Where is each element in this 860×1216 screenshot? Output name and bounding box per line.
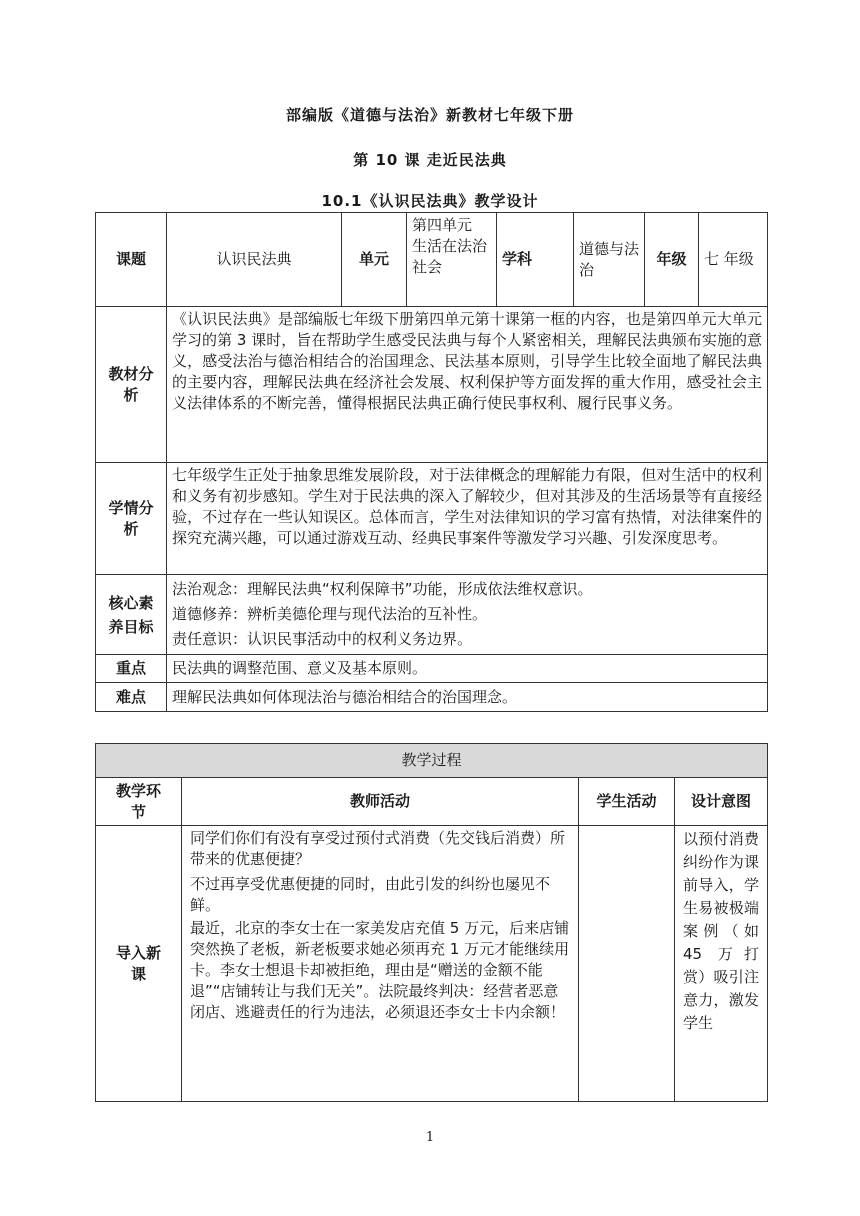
teacher-activity-cell — [182, 826, 579, 1102]
core-goal-item: 法治观念：理解民法典“权利保障书”功能，形成依法维权意识。 — [172, 580, 593, 598]
teacher-header: 教师活动 — [182, 778, 579, 826]
stage-header: 教学环节 — [96, 778, 182, 826]
page-number: 1 — [425, 1130, 435, 1145]
difficult-point-label: 难点 — [96, 683, 167, 712]
grade-label: 年级 — [645, 213, 699, 307]
document-title: 部编版《道德与法治》新教材七年级下册 — [285, 106, 574, 124]
unit-value: 第四单元 生活在法治社会 — [407, 213, 497, 307]
material-text: 《认识民法典》是部编版七年级下册第四单元第十课第一框的内容，也是第四单元大单元学习的第 3 课时，旨在帮助学生感受民法典与每个人紧密相关，理解民法典颁布实施的意义，感受法治与德治相结合的治国理念、民法基本原则，引导学生比较全面地了解民法典的主要内容，理解民法典在经济社会发展、权利保护等方面发挥的重大作用，感受社会主义法律体系的不断完善，懂得根据民法典正确行使民事权利、履行民事义务。 — [167, 307, 768, 463]
topic-value: 认识民法典 — [167, 213, 342, 307]
process-table — [95, 743, 768, 1102]
student-analysis-text: 七年级学生正处于抽象思维发展阶段，对于法律概念的理解能力有限，但对生活中的权利和义务有初步感知。学生对于民法典的深入了解较少，但对其涉及的生活场景等有直接经验，不过存在一些认知误区。总体而言，学生对法律知识的学习富有热情，对法律案件的探究充满兴趣，可以通过游戏互动、经典民事案件等激发学习兴趣、引发深度思考。 — [167, 463, 768, 575]
student-analysis-label: 学情分析 — [96, 463, 167, 575]
teacher-paragraph: 不过再享受优惠便捷的同时，由此引发的纠纷也屡见不鲜。 — [190, 875, 551, 914]
subject-value: 道德与法治 — [574, 213, 645, 307]
core-goal-item: 责任意识：认识民事活动中的权利义务边界。 — [172, 630, 473, 648]
stage-intro: 导入新课 — [96, 826, 182, 1102]
core-goal-item: 道德修养：辨析美德伦理与现代法治的互补性。 — [172, 605, 488, 623]
subject-label: 学科 — [497, 213, 574, 307]
design-title: 10.1《认识民法典》教学设计 — [321, 192, 539, 210]
topic-label: 课题 — [96, 213, 167, 307]
grade-value: 七 年级 — [699, 213, 768, 307]
core-goals-label: 核心素养目标 — [96, 575, 167, 655]
student-header: 学生活动 — [579, 778, 675, 826]
difficult-point-text: 理解民法典如何体现法治与德治相结合的治国理念。 — [167, 683, 768, 712]
intent-cell: 以预付消费纠纷作为课前导入，学生易被极端案例（如 45 万打赏）吸引注意力，激发学生 — [675, 826, 768, 1102]
info-table — [95, 212, 768, 712]
core-goals-cell — [167, 575, 768, 655]
student-activity-cell — [579, 826, 675, 1102]
key-point-label: 重点 — [96, 655, 167, 683]
process-title: 教学过程 — [96, 744, 768, 778]
unit-label: 单元 — [342, 213, 407, 307]
teacher-paragraph: 最近，北京的李女士在一家美发店充值 5 万元，后来店铺突然换了老板，新老板要求她必须再充 1 万元才能继续用卡。李女士想退卡却被拒绝，理由是“赠送的金额不能退”“店铺转让与我们无关”。法院最终判决：经营者恶意闭店、逃避责任的行为违法，必须退还李女士卡内余额！ — [190, 919, 570, 1021]
key-point-text: 民法典的调整范围、意义及基本原则。 — [167, 655, 768, 683]
material-label: 教材分析 — [96, 307, 167, 463]
intent-header: 设计意图 — [675, 778, 768, 826]
teacher-paragraph: 同学们你们有没有享受过预付式消费（先交钱后消费）所带来的优惠便捷？ — [190, 829, 566, 868]
lesson-title: 第 10 课 走近民法典 — [353, 151, 507, 169]
